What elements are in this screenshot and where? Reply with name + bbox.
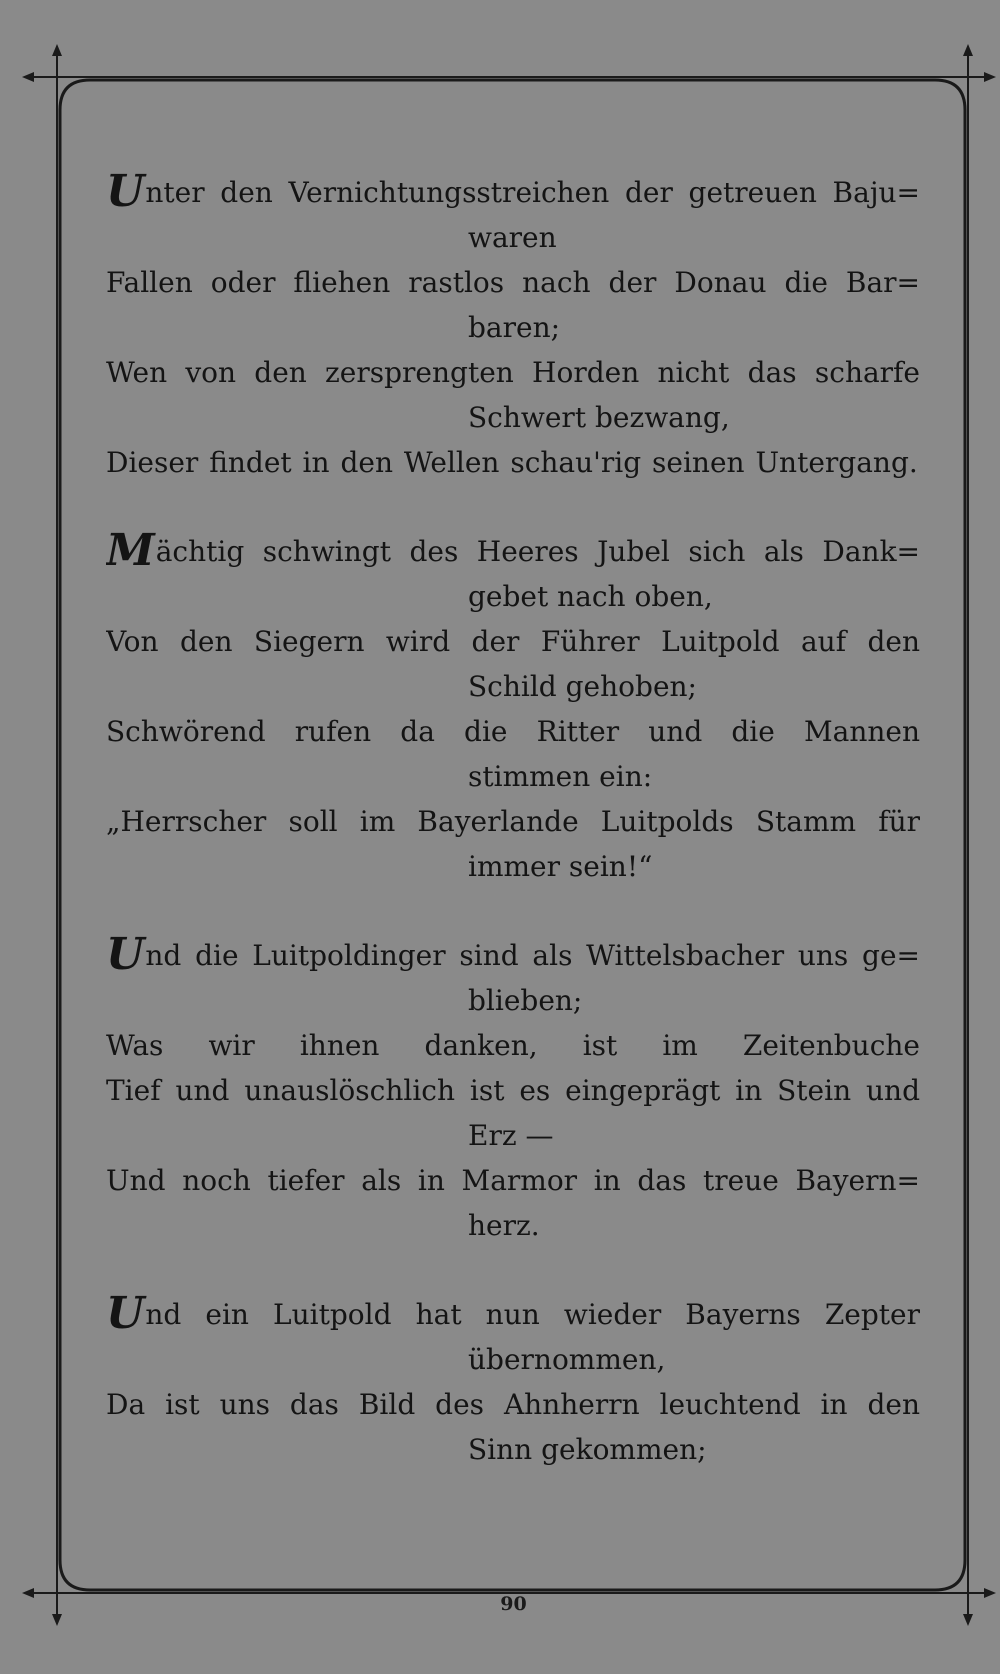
verse-text: Fallen oder fliehen rastlos nach der Donau die Bar=	[106, 266, 920, 299]
verse-text: „Herrscher soll im Bayerlande Luitpolds Stamm für	[106, 805, 920, 838]
verse-line	[106, 933, 920, 1023]
stanza-4	[106, 1292, 920, 1472]
verse-line	[106, 799, 920, 889]
verse-continuation: stimmen ein:	[468, 760, 653, 793]
verse-line	[106, 529, 920, 619]
poem-text	[106, 170, 920, 1516]
verse-continuation: Sinn gekommen;	[468, 1433, 707, 1466]
verse-continuation: Schwert bezwang,	[468, 401, 730, 434]
drop-cap-letter: U	[106, 1292, 145, 1337]
verse-line	[106, 350, 920, 440]
verse-continuation: übernommen,	[468, 1343, 666, 1376]
verse-continuation: blieben;	[468, 984, 583, 1017]
stanza-2	[106, 529, 920, 889]
verse-text: Dieser findet in den Wellen schau'rig seinen Untergang.	[106, 446, 918, 479]
drop-cap-letter: U	[106, 933, 145, 978]
stanza-3	[106, 933, 920, 1248]
verse-continuation: baren;	[468, 311, 561, 344]
verse-continuation: waren	[468, 221, 557, 254]
verse-text: Tief und unauslöschlich ist es eingeprägt in Stein und	[106, 1074, 920, 1107]
verse-text: nter den Vernichtungsstreichen der getreuen Baju=	[145, 176, 920, 209]
verse-continuation: immer sein!“	[468, 850, 653, 883]
verse-text: nd die Luitpoldinger sind als Wittelsbacher uns ge=	[145, 939, 920, 972]
verse-text: Was wir ihnen danken, ist im Zeitenbuche	[106, 1029, 920, 1062]
verse-text: Von den Siegern wird der Führer Luitpold auf den	[106, 625, 920, 658]
page-number: 90	[500, 1593, 527, 1615]
verse-line	[106, 709, 920, 799]
verse-text: ächtig schwingt des Heeres Jubel sich als Dank=	[155, 535, 920, 568]
verse-line	[106, 1068, 920, 1158]
verse-line	[106, 1382, 920, 1472]
verse-continuation: herz.	[468, 1209, 540, 1242]
verse-line	[106, 260, 920, 350]
verse-continuation: Schild gehoben;	[468, 670, 697, 703]
verse-text: Schwörend rufen da die Ritter und die Mannen	[106, 715, 920, 748]
verse-line	[106, 1292, 920, 1382]
verse-text: Wen von den zersprengten Horden nicht das scharfe	[106, 356, 920, 389]
verse-line	[106, 1023, 920, 1068]
stanza-1	[106, 170, 920, 485]
drop-cap-letter: U	[106, 170, 145, 215]
verse-line	[106, 440, 920, 485]
verse-line	[106, 1158, 920, 1248]
verse-continuation: gebet nach oben,	[468, 580, 713, 613]
drop-cap-letter: M	[106, 529, 155, 574]
verse-line	[106, 170, 920, 260]
verse-continuation: Erz —	[468, 1119, 554, 1152]
verse-text: Da ist uns das Bild des Ahnherrn leuchtend in den	[106, 1388, 920, 1421]
verse-text: Und noch tiefer als in Marmor in das treue Bayern=	[106, 1164, 920, 1197]
verse-text: nd ein Luitpold hat nun wieder Bayerns Zepter	[145, 1298, 920, 1331]
verse-line	[106, 619, 920, 709]
